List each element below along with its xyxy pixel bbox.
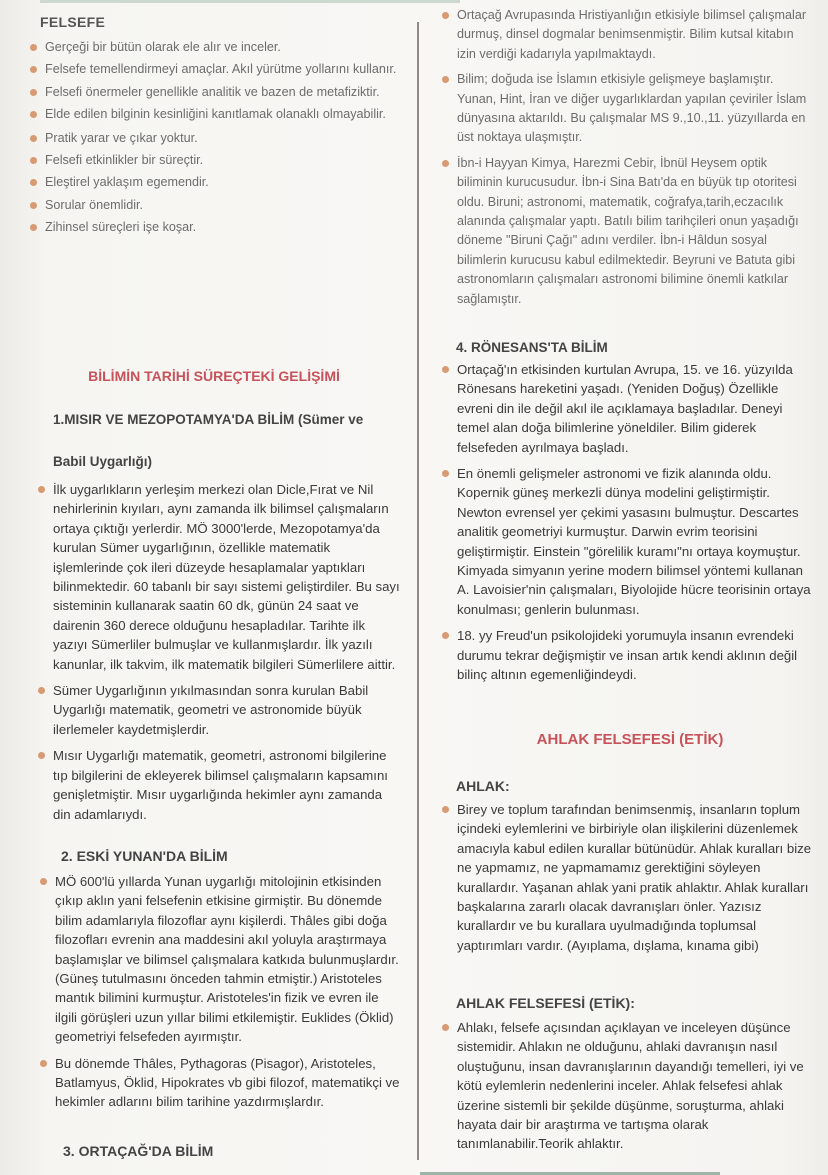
- misir-heading-line1: 1.MISIR VE MEZOPOTAMYA'DA BİLİM (Sümer ve: [53, 412, 364, 427]
- top-edge-band: [40, 0, 460, 3]
- bullet-icon: [30, 202, 37, 209]
- felsefe-list: [28, 38, 400, 238]
- bullet-icon: [442, 160, 449, 167]
- bullet-icon: [30, 135, 37, 142]
- yunan-heading: 2. ESKİ YUNAN'DA BİLİM: [61, 848, 228, 864]
- list-item: Gerçeği bir bütün olarak ele alır ve inceler.: [28, 38, 400, 57]
- list-item: Ortaçağ'ın etkisinden kurtulan Avrupa, 15. ve 16. yüzyılda Rönesans hareketini yaşadı. (Yeniden Doğuş) Özellikle evreni din ile değil akıl ile açıklamaya başladılar. Deneyi temel alan doğa bilimlerine yöneldiler. Bilim giderek felsefeden ayrılmaya başladı.: [440, 360, 812, 457]
- bullet-icon: [442, 470, 449, 477]
- list-item: İlk uygarlıkların yerleşim merkezi olan Dicle,Fırat ve Nil nehirlerinin kıyıları, aynı zamanda ilk bilimsel çalışmaların ortaya çıktığı yerlerdir. MÖ 3000'lerde, Mezopotamya'da kurulan Sümer uygarlığının, özellikle matematik işlemlerinde çok ileri düzeyde hesaplamalar yaptıkları bilinmektedir. 60 tabanlı bir sayı sistemi geliştirdiler. Bu sayı sisteminin kullanarak saatin 60 dk, günün 24 saat ve dairenin 360 derece olduğunu hesapladılar. Tarihte ilk yazıyı Sümerliler bulmuşlar ve kullanmışlardır. İlk yazılı kanunlar, ilk takvim, ilk matematik bilgileri Sümerlilere aittir.: [36, 480, 401, 674]
- list-item: Sorular önemlidir.: [28, 196, 400, 215]
- yunan-list: [38, 872, 403, 1112]
- list-item: Eleştirel yaklaşım egemendir.: [28, 173, 400, 192]
- bullet-icon: [40, 878, 47, 885]
- list-item: En önemli gelişmeler astronomi ve fizik alanında oldu. Kopernik güneş merkezli dünya modelini geliştirmiştir. Newton evrensel yer çekimi yasasını bulmuştur. Descartes analitik geometriyi kurmuştur. Darwin evrim teorisini geliştirmiştir. Einstein "görelilik kuramı"nı ortaya koymuştur. Kimyada simyanın yerine modern bilimsel yöntemi kullanan A. Lavoisier'nin çalışmaları, Biyolojide hücre teorisinin ortaya konulması; genlerin bulunması.: [440, 464, 812, 619]
- list-item: Bu dönemde Thâles, Pythagoras (Pisagor), Aristoteles, Batlamyus, Öklid, Hipokrates vb gibi filozof, matematikçi ve hekimler adlarını bilim tarihine yazdırmışlardır.: [38, 1054, 403, 1112]
- bullet-icon: [30, 66, 37, 73]
- list-item: MÖ 600'lü yıllarda Yunan uygarlığı mitolojinin etkisinden çıkıp aklın yani felsefenin etkisine girmiştir. Bu dönemde bilim adamlarıyla filozoflar aynı kişilerdi. Thâles gibi doğa filozofları evrenin ana maddesini akıl yoluyla araştırmaya başlamışlar ve bilimsel çalışmalara katkıda bulunmuşlardır. (Güneş tutulmasını önceden tahmin etmiştir.) Aristoteles mantık bilimini kurmuştur. Aristoteles'in fizik ve evren ile ilgili görüşleri uzun yıllar bilimi etkilemiştir. Euklides (Öklid) geometriyi felsefeden ayırmıştır.: [38, 872, 403, 1047]
- bullet-icon: [30, 179, 37, 186]
- list-item: Elde edilen bilginin kesinliğini kanıtlamak olanaklı olmayabilir.: [28, 105, 400, 124]
- bullet-icon: [442, 76, 449, 83]
- ahlak-heading: AHLAK:: [456, 778, 510, 794]
- ronesans-heading: 4. RÖNESANS'TA BİLİM: [456, 340, 608, 355]
- bilim-tarihi-heading: BİLİMİN TARİHİ SÜREÇTEKİ GELİŞİMİ: [88, 368, 340, 384]
- misir-list: [36, 480, 401, 824]
- ortacag-list: [440, 6, 812, 309]
- bullet-icon: [30, 224, 37, 231]
- bullet-icon: [442, 1024, 449, 1031]
- list-item: İbn-i Hayyan Kimya, Harezmi Cebir, İbnül Heysem optik biliminin kurucusudur. İbn-i Sina Batı'da en büyük tıp otoritesi oldu. Biruni; astronomi, matematik, coğrafya,tarih,eczacılık alanında çalışmalar yaptı. Batılı bilim tarihçileri onun yaşadığı döneme "Biruni Çağı" adını verdiler. İbn-i Hâldun sosyal bilimlerin kurucusu kabul edilmektedir. Beyruni ve Batuta gibi astronomların çalışmaları astronomi bilimine önemli katkılar sağlamıştır.: [440, 154, 812, 309]
- felsefe-heading: FELSEFE: [40, 14, 106, 30]
- bullet-icon: [442, 632, 449, 639]
- ahlak-list: [440, 800, 812, 955]
- ronesans-list: [440, 360, 812, 685]
- bullet-icon: [442, 366, 449, 373]
- list-item: Felsefi önermeler genellikle analitik ve bazen de metafiziktir.: [28, 83, 400, 102]
- bullet-icon: [442, 12, 449, 19]
- bullet-icon: [38, 486, 45, 493]
- bullet-icon: [38, 687, 45, 694]
- list-item: Zihinsel süreçleri işe koşar.: [28, 218, 400, 237]
- bullet-icon: [30, 89, 37, 96]
- bullet-icon: [40, 1060, 47, 1067]
- list-item: Mısır Uygarlığı matematik, geometri, astronomi bilgilerine tıp bilgilerini de ekleyerek bilimsel çalışmaların kapsamını genişletmiştir. Mısır uygarlığında hekimler aynı zamanda din adamlarıydı.: [36, 746, 401, 824]
- list-item: Birey ve toplum tarafından benimsenmiş, insanların toplum içindeki eylemlerini ve birbiriyle olan ilişkilerini düzenlemek amacıyla kabul edilen kurallar bütünüdür. Ahlak kuralları bize ne yapmamız, ne yapmamamız gerektiğini söyleyen kurallardır. Yaşanan ahlak yani pratik ahlaktır. Ahlak kuralları başkalarına zararlı olacak davranışları önler. Yazısız kurallardır ve bu kurallara uyulmadığında toplumsal yaptırımları vardır. (Ayıplama, dışlama, kınama gibi): [440, 800, 812, 955]
- list-item: Pratik yarar ve çıkar yoktur.: [28, 129, 400, 148]
- list-item: Ahlakı, felsefe açısından açıklayan ve inceleyen düşünce sistemidir. Ahlakın ne olduğunu, ahlaki davranışın nasıl oluştuğunu, insan davranışlarının dayandığı temelleri, iyi ve kötü eylemlerin nedenlerini inceler. Ahlak felsefesi ahlak üzerine sistemli bir şekilde düşünme, soruşturma, ahlaki hayata dair bir araştırma ve tartışma olarak tanımlanabilir.Teorik ahlaktır.: [440, 1018, 812, 1154]
- misir-heading-line2: Babil Uygarlığı): [53, 454, 153, 469]
- list-item: Felsefi etkinlikler bir süreçtir.: [28, 151, 400, 170]
- bullet-icon: [30, 44, 37, 51]
- etik-heading: AHLAK FELSEFESİ (ETİK):: [456, 995, 635, 1011]
- list-item: 18. yy Freud'un psikolojideki yorumuyla insanın evrendeki durumu tekrar değişmiştir ve insan artık kendi aklının değil bilinç altının egemenliğindeydi.: [440, 626, 812, 684]
- bullet-icon: [30, 111, 37, 118]
- list-item: Bilim; doğuda ise İslamın etkisiyle gelişmeye başlamıştır. Yunan, Hint, İran ve diğer uygarlıklardan yapılan çeviriler İslam dünyasına aktarıldı. Bu çalışmalar MS 9.,10.,11. yüzyıllarda en üst noktaya ulaşmıştır.: [440, 70, 812, 148]
- ortacag-heading: 3. ORTAÇAĞ'DA BİLİM: [63, 1143, 214, 1159]
- bullet-icon: [442, 806, 449, 813]
- ahlak-felsefesi-title: AHLAK FELSEFESİ (ETİK): [536, 731, 724, 748]
- column-divider: [417, 22, 419, 1160]
- list-item: Sümer Uygarlığının yıkılmasından sonra kurulan Babil Uygarlığı matematik, geometri ve astronomide büyük ilerlemeler kaydetmişlerdir.: [36, 681, 401, 739]
- bullet-icon: [30, 157, 37, 164]
- etik-list: [440, 1018, 812, 1154]
- bullet-icon: [38, 752, 45, 759]
- list-item: Felsefe temellendirmeyi amaçlar. Akıl yürütme yollarını kullanır.: [28, 60, 400, 79]
- list-item: Ortaçağ Avrupasında Hristiyanlığın etkisiyle bilimsel çalışmalar durmuş, dinsel dogmalar benimsenmiştir. Bilim kutsal kitabın izin verdiği kadarıyla yapılmaktaydı.: [440, 6, 812, 64]
